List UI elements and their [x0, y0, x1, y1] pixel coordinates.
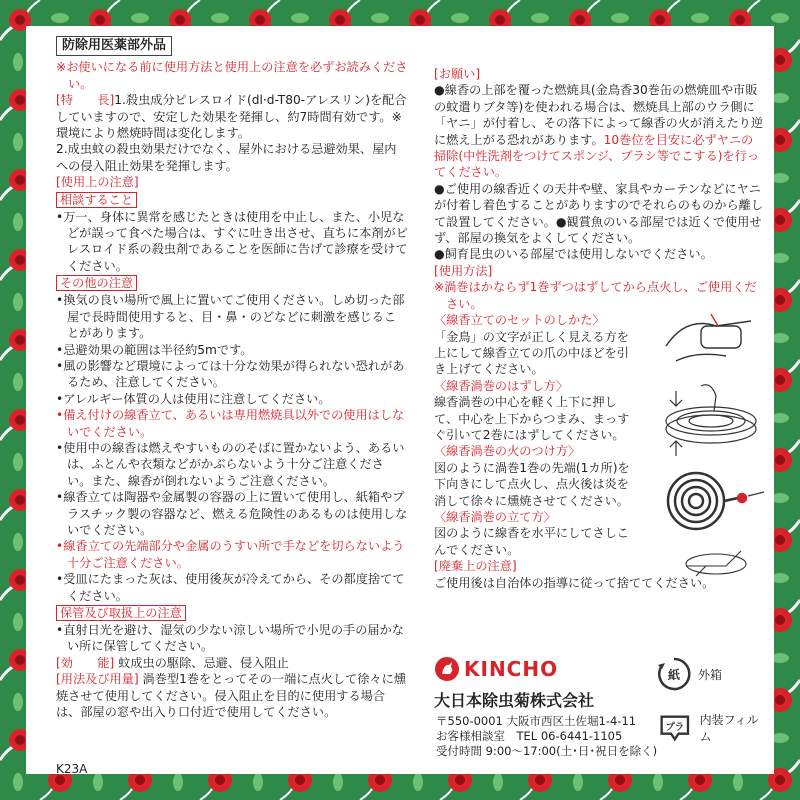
step-text: 線香渦巻の中心を軽く上下に押して、中心を上下からつまみ、まっすぐ引いて2巻にはずしてください。	[434, 395, 630, 442]
recycle-plastic-label: 内装フィルム	[699, 713, 759, 744]
contact-block	[436, 714, 657, 759]
feature-1: [特 長]1.殺虫成分ピレスロイド(dl·d-T80-アレスリン)を配合していますので、安定した効果を発揮し、約7時間有効です。※環境により燃焼時間は変化します。	[56, 93, 407, 141]
list-item: •忌避効果の範囲は半径約5mです。	[56, 342, 253, 357]
step-title: 〈線香渦巻の火のつけ方〉	[434, 444, 581, 459]
rooster-logo-icon	[434, 656, 460, 682]
request-p1: ●線香の上部を覆った燃焼具(金鳥香30巻缶の燃焼皿や市販の蚊遣りブタ等)を使われる場合は、燃焼具上部のウラ側に「ヤニ」が付着し、その落下によって線香の火が消えたり逆に燃え上がる恐れがあります。10巻位を目安に必ずヤニの掃除(中性洗剤をつけてスポンジ、ブラシ等でこする)を行ってください。	[434, 83, 764, 180]
recycle-plastic-icon	[656, 710, 694, 746]
brand-logo	[434, 656, 558, 682]
request-p2: ●ご使用の線香近くの天井や壁、家具やカーテンなどにヤニが付着し着色することがありますのでそれらのものから離して設置してください。●観賞魚のいる部屋では近くで使用せず、部屋の換気をよくしてください。	[434, 181, 764, 246]
request-title: [お願い]	[434, 67, 481, 81]
coil-stand-illustration	[656, 549, 746, 576]
intro-notice: ※お使いになる前に使用方法と使用上の注意を必ずお読みください。	[56, 60, 408, 91]
recycle-marks	[656, 656, 766, 746]
method-note: ※渦巻はかならず1巻ずつはずしてから点火し、ご使用ください。	[434, 280, 757, 311]
other-title: その他の注意	[56, 275, 137, 291]
list-item: •使用中の線香は燃えやすいもののそばに置かないよう、あるいは、ふとんや衣類などがかぶらないよう十分ご注意ください。また、線香が倒れないようご注意ください。	[56, 440, 405, 488]
company-name: 大日本除虫菊株式会社	[434, 691, 595, 710]
right-column	[434, 66, 764, 591]
list-item: •風の影響など環境によっては十分な効果が得られない恐れがあるため、注意してください。	[56, 358, 405, 390]
step-title: 〈線香立てのセットのしかた〉	[434, 313, 605, 328]
recycle-paper-icon	[656, 656, 692, 692]
disposal-title: [廃棄上の注意]	[434, 559, 517, 574]
list-item: •線香立ては陶器や金属製の容器の上に置いて使用し、紙箱やプラスチック製の容器など、燃える危険性のあるものは使用しないでください。	[56, 490, 408, 537]
cautions-title: [使用上の注意]	[56, 175, 139, 190]
request-p3: ●飼育昆虫のいる部屋では使用しないでください。	[434, 247, 713, 262]
dosage: [用法及び用量] 渦巻型1巻をとってその一端に点火して徐々に燻焼させて使用してください。侵入阻止を目的に使用する場合は、部屋の窓や出入り口付近で使用してください。	[56, 672, 406, 720]
step-title: 〈線香渦巻のはずし方〉	[434, 378, 569, 393]
method-steps	[434, 312, 634, 558]
other-list	[56, 292, 408, 604]
list-item: •換気の良い場所で風上に置いてご使用ください。しめ切った部屋で長時間使用すると、目・鼻・のどなどに刺激を感じることがあります。	[56, 293, 405, 341]
hours: 受付時間 9:00～17:00(土･日･祝日を除く)	[436, 744, 658, 758]
efficacy: [効 能] 蚊成虫の駆除、忌避、侵入阻止	[56, 655, 289, 670]
address: 〒550-0001 大阪市西区土佐堀1-4-11	[436, 714, 637, 728]
recycle-plastic	[656, 710, 766, 746]
svg-text:紙: 紙	[667, 668, 681, 682]
storage-title: 保管及び取扱上の注意	[56, 605, 186, 621]
svg-text:プラ: プラ	[665, 721, 685, 733]
recycle-paper-label: 外箱	[698, 667, 723, 682]
coil-separate-illustration	[666, 385, 756, 456]
list-item: •万一、身体に異常を感じたときは使用を中止し、また、小児などが誤って食べた場合は、すぐに吐き出させ、直ちに本剤がピレスロイド系の殺虫剤であることを医師に告げて診療を受けてください。	[56, 209, 408, 273]
list-item: •線香立ての先端部分や金属のうすい所で手などを切らないよう十分ご注意ください。	[56, 539, 405, 570]
step-text: 図のように渦巻1巻の先端(1カ所)を下向きにして点火し、点火後は炎を消して徐々に燻焼させてください。	[434, 460, 630, 508]
instruction-illustrations	[656, 306, 766, 586]
recycle-paper	[656, 656, 766, 692]
product-code: K23A	[56, 762, 88, 776]
list-item: •アレルギー体質の人は使用に注意してください。	[56, 391, 331, 406]
list-item: •直射日光を避け、湿気の少ない涼しい場所で小児の手の届かない所に保管してください。	[56, 623, 404, 654]
label-panel	[26, 26, 774, 774]
coil-light-illustration	[668, 473, 764, 529]
step-title: 〈線香渦巻の立て方〉	[434, 509, 556, 524]
features-label: [特 長]	[56, 93, 115, 108]
step-text: 図のように線香を水平にしてさしこんでください。	[434, 526, 629, 557]
disposal-text: ご使用後は自治体の指導に従って捨ててください。	[434, 575, 715, 590]
step-text: 「金鳥」の文字が正しく見える方を上にして線香立ての爪の中ほどを引き上げてください。	[434, 329, 629, 377]
consult-list	[56, 209, 408, 275]
list-item: •受皿にたまった灰は、使用後灰が冷えてから、その都度捨ててください。	[56, 572, 405, 603]
left-column	[56, 36, 408, 720]
list-item: •備え付けの線香立て、あるいは専用燃焼具以外での使用はしないでください。	[56, 408, 405, 439]
consult-title: 相談すること	[56, 192, 137, 208]
brand-name: KINCHO	[464, 657, 559, 681]
hand-lift-holder-illustration	[666, 314, 751, 361]
method-title: [使用方法]	[434, 263, 493, 278]
consultation-tel: お客様相談室 TEL 06-6441-1105	[436, 729, 623, 743]
category-label: 防除用医薬部外品	[56, 36, 172, 56]
feature-2: 2.成虫蚊の殺虫効果だけでなく、屋外における忌避効果、屋内への侵入阻止効果を発揮します。	[56, 142, 397, 173]
